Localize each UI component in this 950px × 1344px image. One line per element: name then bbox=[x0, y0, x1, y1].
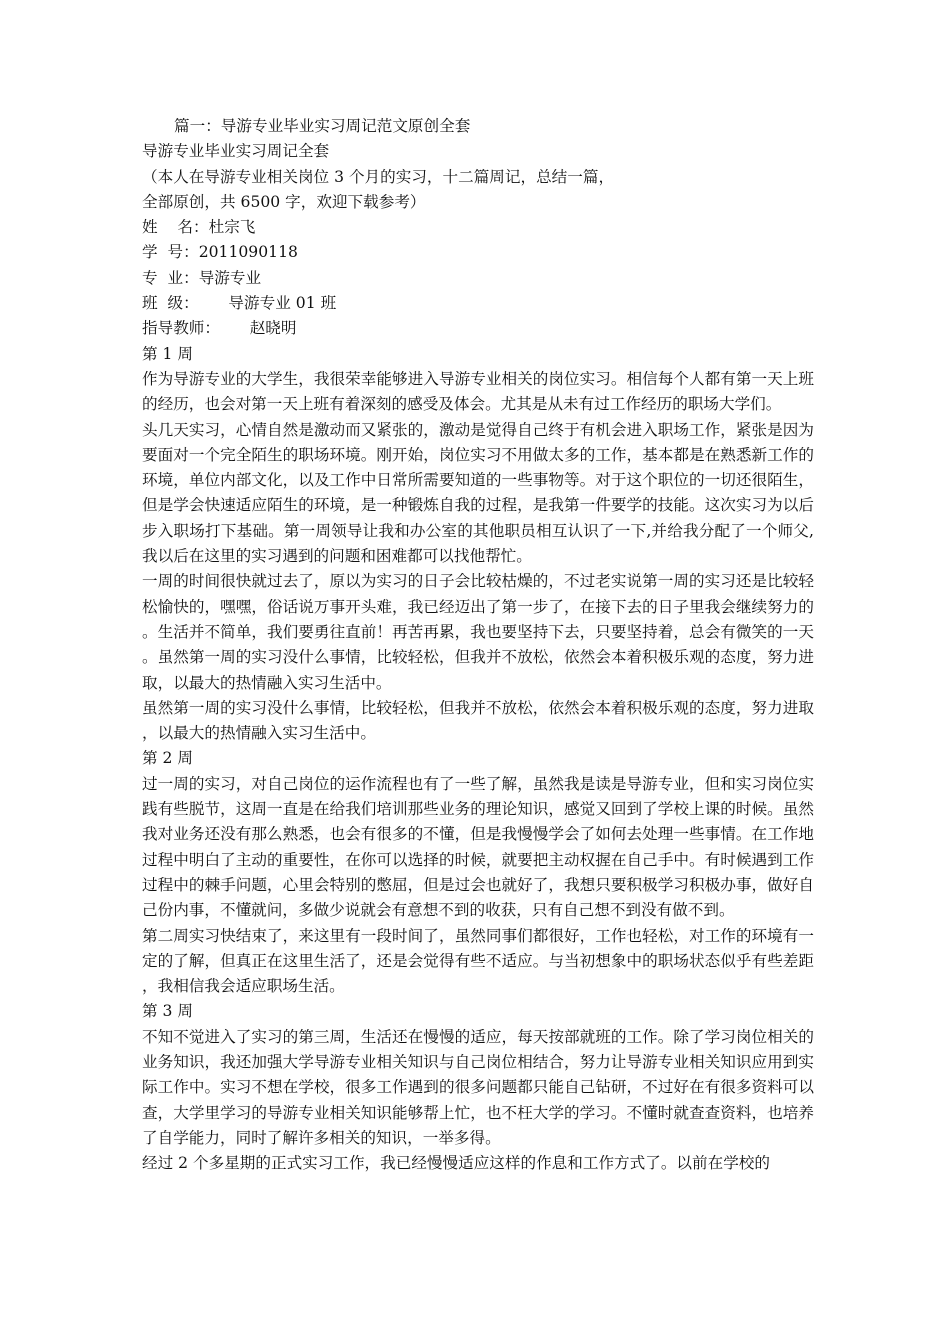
intro-line-1: （本人在导游专业相关岗位 3 个月的实习，十二篇周记，总结一篇， bbox=[142, 167, 615, 186]
paragraph: 一周的时间很快就过去了，原以为实习的日子会比较枯燥的，不过老实说第一周的实习还是比较轻松愉快的，嘿嘿，俗话说万事开头难，我已经迈出了第一步了，在接下去的日子里我会继续努力的。生活并不简单，我们要勇往直前！再苦再累，我也要坚持下去，只要坚持着，总会有微笑的一天。虽然第一周的实习没什么事情，比较轻松，但我并不放松，依然会本着积极乐观的态度，努力进取，以最大的热情融入实习生活中。 bbox=[142, 572, 814, 692]
week-3-section bbox=[142, 999, 814, 1176]
field-major: 专 业：导游专业 bbox=[142, 268, 262, 287]
document-subtitle: 导游专业毕业实习周记全套 bbox=[142, 142, 330, 161]
field-class: 班 级： 导游专业 01 班 bbox=[142, 294, 337, 313]
paragraph: 虽然第一周的实习没什么事情，比较轻松，但我并不放松，依然会本着积极乐观的态度，努力进取，以最大的热情融入实习生活中。 bbox=[142, 698, 814, 743]
paragraph: 头几天实习，心情自然是激动而又紧张的，激动是觉得自己终于有机会进入职场工作，紧张是因为要面对一个完全陌生的职场环境。刚开始，岗位实习不用做太多的工作，基本都是在熟悉新工作的环境，单位内部文化，以及工作中日常所需要知道的一些事物等。对于这个职位的一切还很陌生，但是学会快速适应陌生的环境，是一种锻炼自我的过程，是我第一件要学的技能。这次实习为以后步入职场打下基础。第一周领导让我和办公室的其他职员相互认识了一下,并给我分配了一个师父,我以后在这里的实习遇到的问题和困难都可以找他帮忙。 bbox=[142, 420, 814, 566]
document-title: 篇一：导游专业毕业实习周记范文原创全套 bbox=[174, 117, 471, 135]
paragraph: 作为导游专业的大学生，我很荣幸能够进入导游专业相关的岗位实习。相信每个人都有第一天上班的经历，也会对第一天上班有着深刻的感受及体会。尤其是从未有过工作经历的职场大学们。 bbox=[142, 369, 814, 414]
week-heading: 第 2 周 bbox=[142, 749, 194, 768]
paragraph: 不知不觉进入了实习的第三周，生活还在慢慢的适应，每天按部就班的工作。除了学习岗位相关的业务知识，我还加强大学导游专业相关知识与自己岗位相结合，努力让导游专业相关知识应用到实际工作中。实习不想在学校，很多工作遇到的很多问题都只能自己钻研，不过好在有很多资料可以查，大学里学习的导游专业相关知识能够帮上忙，也不枉大学的学习。不懂时就查查资料，也培养了自学能力，同时了解许多相关的知识，一举多得。 bbox=[142, 1027, 814, 1147]
paragraph: 过一周的实习，对自己岗位的运作流程也有了一些了解，虽然我是读是导游专业，但和实习岗位实践有些脱节，这周一直是在给我们培训那些业务的理论知识，感觉又回到了学校上课的时候。虽然我对业务还没有那么熟悉，也会有很多的不懂，但是我慢慢学会了如何去处理一些事情。在工作地过程中明白了主动的重要性，在你可以选择的时候，就要把主动权握在自己手中。有时候遇到工作过程中的棘手问题，心里会特别的憋屈，但是过会也就好了，我想只要积极学习积极办事，做好自己份内事，不懂就问，多做少说就会有意想不到的收获，只有自己想不到没有做不到。 bbox=[142, 774, 814, 920]
week-heading: 第 3 周 bbox=[142, 1002, 194, 1021]
week-1-section bbox=[142, 342, 814, 747]
intro-line-2: 全部原创，共 6500 字，欢迎下载参考） bbox=[142, 192, 426, 211]
paragraph: 经过 2 个多星期的正式实习工作，我已经慢慢适应这样的作息和工作方式了。以前在学校的 bbox=[142, 1154, 770, 1173]
paragraph: 第二周实习快结束了，来这里有一段时间了，虽然同事们都很好，工作也轻松，对工作的环境有一定的了解，但真正在这里生活了，还是会觉得有些不适应。与当初想象中的职场状态似乎有些差距，我相信我会适应职场生活。 bbox=[142, 926, 814, 996]
field-advisor: 指导教师： 赵晓明 bbox=[142, 319, 297, 338]
document-body bbox=[142, 114, 814, 1176]
field-student-id: 学 号：2011090118 bbox=[142, 243, 298, 262]
week-2-section bbox=[142, 746, 814, 999]
field-name: 姓 名：杜宗飞 bbox=[142, 218, 256, 237]
week-heading: 第 1 周 bbox=[142, 344, 194, 363]
